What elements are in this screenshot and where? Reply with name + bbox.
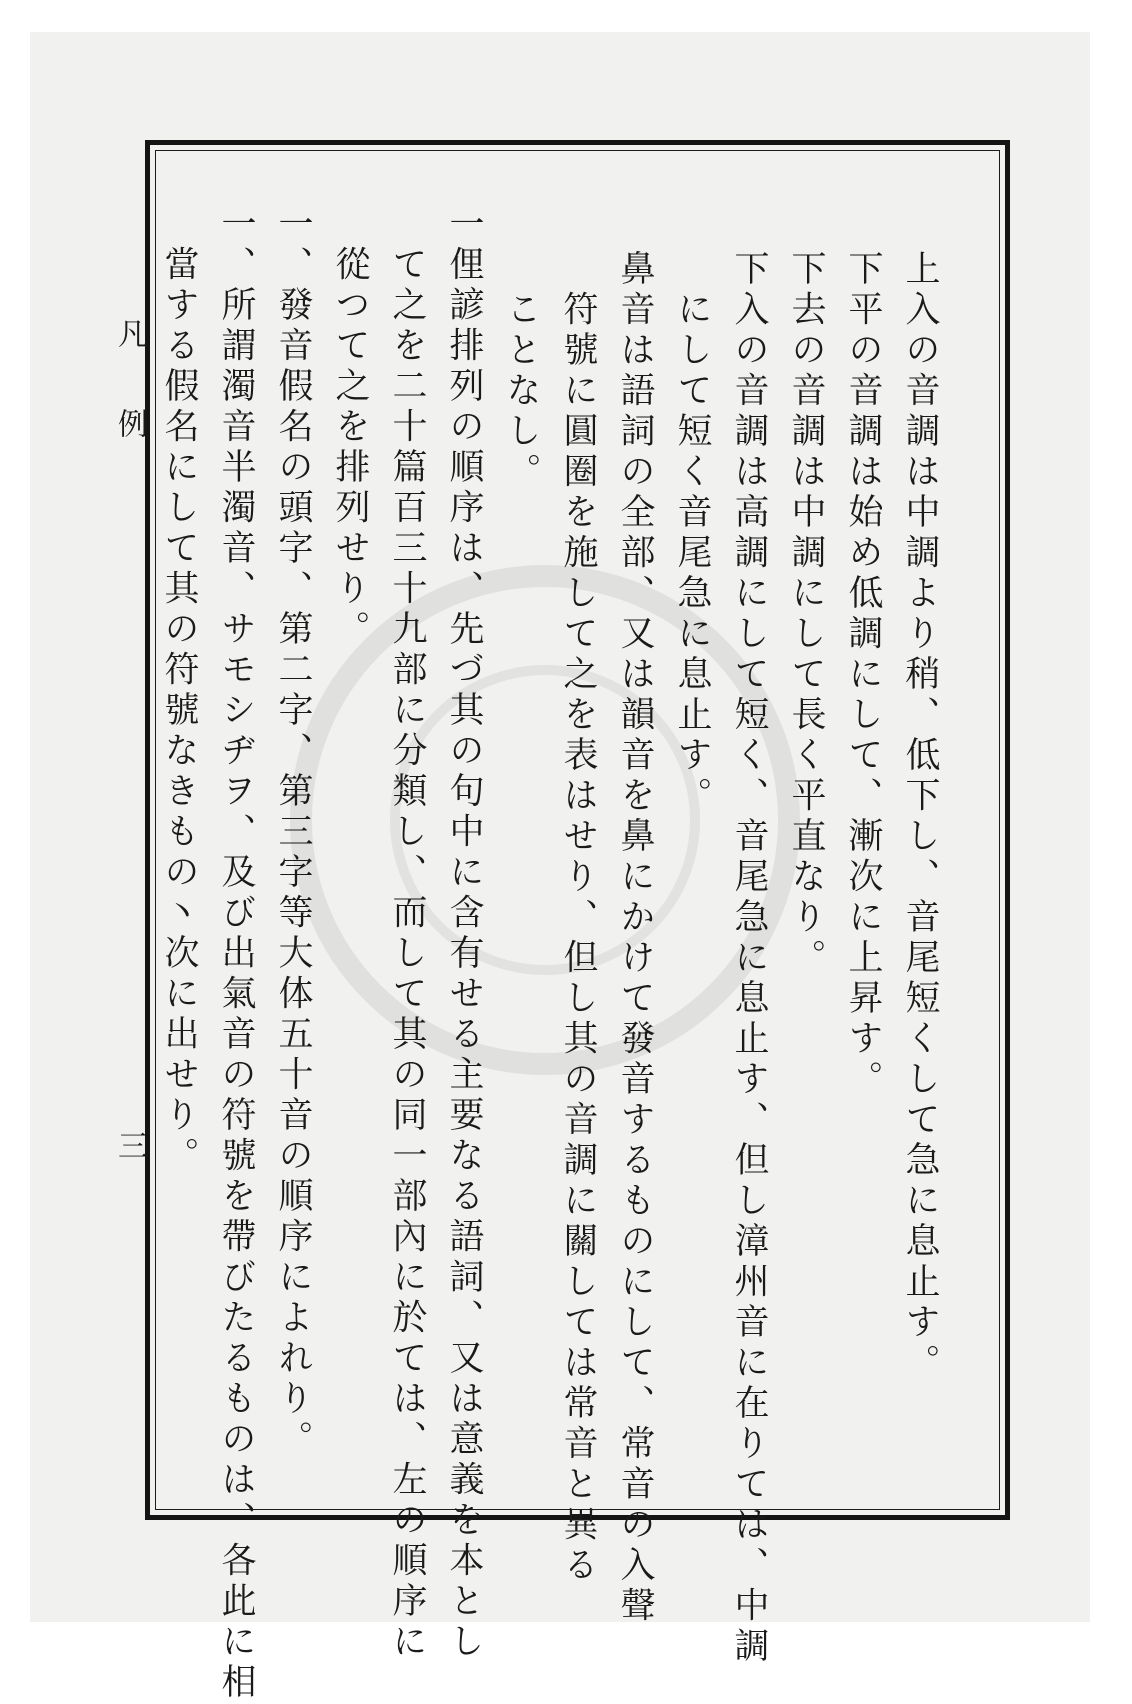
text-column: にして短く音尾急に息止す。 <box>672 250 712 817</box>
page-number: 三 <box>112 1130 147 1160</box>
text-column: 下去の音調は中調にして長く平直なり。 <box>786 250 826 979</box>
side-title: 凡 例 <box>112 318 147 438</box>
text-column: 上入の音調は中調より稍、低下し、音尾短くして急に息止す。 <box>900 250 940 1384</box>
text-column: 下平の音調は始め低調にして、漸次に上昇す。 <box>843 250 883 1101</box>
text-column: 一、發音假名の頭字、第二字、第三字等大体五十音の順序によれり。 <box>273 205 313 1461</box>
text-column: 從つて之を排列せり。 <box>330 205 370 651</box>
text-column: 下入の音調は高調にして短く、音尾急に息止す、但し漳州音に在りては、中調 <box>729 250 769 1668</box>
text-column: ことなし。 <box>501 250 541 493</box>
text-column: 鼻音は語詞の全部、又は韻音を鼻にかけて發音するものにして、常音の入聲 <box>615 250 655 1627</box>
text-column: て之を二十篇百三十九部に分類し、而して其の同一部內に於ては、左の順序に <box>387 205 427 1663</box>
text-column: 符號に圓圈を施して之を表はせり、但し其の音調に關しては常音と異る <box>558 250 598 1587</box>
text-column: 一、所謂濁音半濁音、サモシヂヲ、及び出氣音の符號を帶びたるものは、各此に相 <box>216 205 256 1704</box>
text-column: 一俚諺排列の順序は、先づ其の句中に含有せる主要なる語詞、又は意義を本とし <box>444 205 484 1663</box>
text-column: 當する假名にして其の符號なきもの丶次に出せり。 <box>159 205 199 1177</box>
